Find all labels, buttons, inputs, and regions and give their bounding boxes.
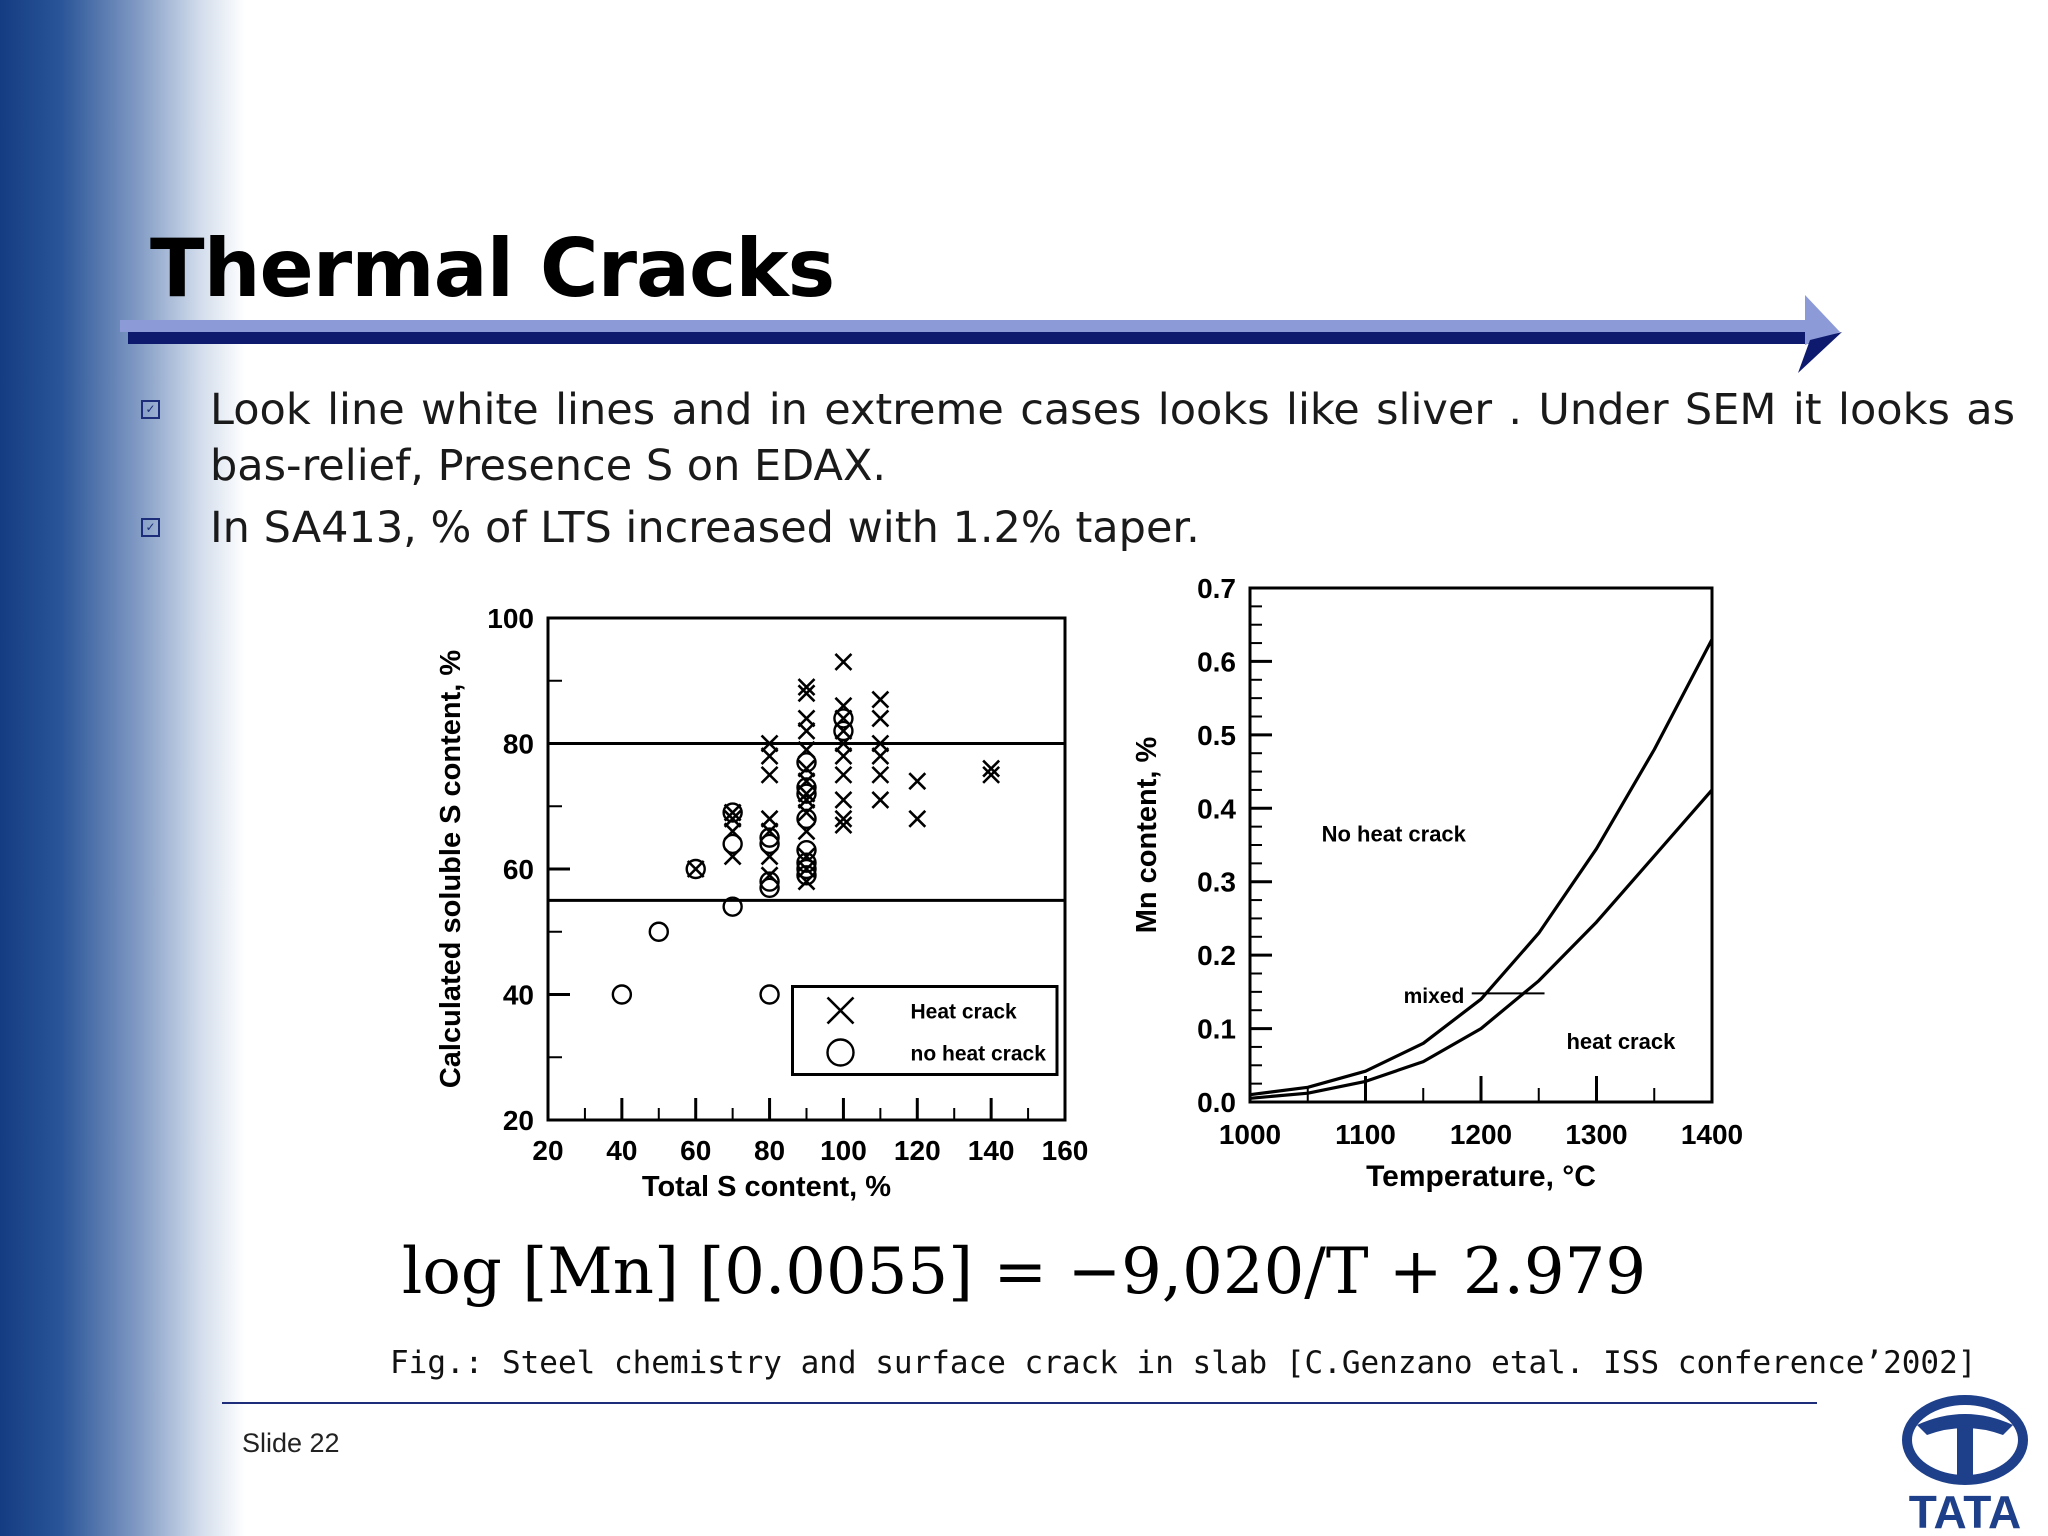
x-tick-label: 140 [967, 1135, 1015, 1166]
heat-crack-point [909, 773, 925, 789]
formula: log [Mn] [0.0055] = −9,020/T + 2.979 [401, 1235, 1647, 1309]
heat-crack-point [872, 792, 888, 808]
region-label-heat-crack: heat crack [1566, 1029, 1676, 1055]
y-tick-label: 0.1 [1197, 1013, 1236, 1045]
y-tick-label: 0.4 [1197, 793, 1236, 825]
checkbox-bullet-icon: ✓ [141, 400, 160, 419]
heat-crack-point [762, 767, 778, 783]
line-chart-mn-temperature [1120, 560, 1780, 1210]
bullet-text: In SA413, % of LTS increased with 1.2% taper. [210, 503, 1200, 553]
title-arrow-bar [120, 295, 1850, 375]
x-tick-label: 1100 [1335, 1119, 1396, 1150]
no-heat-crack-point [613, 986, 631, 1004]
legend-label: Heat crack [910, 1000, 1017, 1024]
y-tick-label: 0.0 [1197, 1087, 1236, 1118]
y-tick-label: 40 [502, 979, 534, 1011]
scatter-chart-soluble-s [420, 590, 1120, 1220]
heat-crack-point [835, 792, 851, 808]
y-tick-label: 20 [502, 1105, 534, 1136]
no-heat-crack-point [761, 986, 779, 1004]
y-tick-label: 0.3 [1197, 866, 1236, 898]
x-tick-label: 1000 [1218, 1119, 1282, 1150]
x-tick-label: 60 [680, 1135, 712, 1166]
legend-label: no heat crack [910, 1042, 1046, 1066]
x-tick-label: 100 [820, 1135, 867, 1166]
no-heat-crack-point [650, 923, 668, 941]
plot-frame [1250, 588, 1712, 1102]
y-tick-label: 80 [502, 728, 534, 760]
y-tick-label: 100 [487, 603, 534, 634]
x-tick-label: 20 [532, 1135, 564, 1166]
heat-crack-point [872, 710, 888, 726]
y-tick-label: 0.7 [1197, 573, 1236, 604]
x-axis-label: Temperature, °C [1366, 1160, 1596, 1193]
bullet-text: Look line white lines and in extreme cases looks like sliver . Under SEM it looks as bas-relief, Presence S on EDAX. [210, 385, 2015, 491]
bullet-item [135, 500, 2015, 556]
checkbox-bullet-icon: ✓ [141, 518, 160, 537]
y-tick-label: 0.2 [1197, 940, 1236, 972]
svg-text:TATA: TATA [1908, 1486, 2022, 1535]
tata-logo [1885, 1395, 2045, 1535]
x-tick-label: 1200 [1449, 1119, 1513, 1150]
y-tick-label: 0.6 [1197, 646, 1236, 678]
x-axis-label: Total S content, % [641, 1171, 892, 1203]
x-tick-label: 160 [1041, 1135, 1089, 1166]
x-tick-label: 120 [893, 1135, 941, 1166]
heat-crack-point [835, 767, 851, 783]
heat-crack-point [799, 710, 815, 726]
slide-number: Slide 22 [242, 1428, 340, 1458]
region-label-mixed: mixed [1403, 984, 1465, 1008]
formula-line [0, 1235, 2048, 1309]
x-tick-label: 80 [753, 1135, 786, 1166]
heat-crack-point [835, 654, 851, 670]
figure-caption: Fig.: Steel chemistry and surface crack in slab [C.Genzano etal. ISS conference’2002] [390, 1345, 1977, 1381]
footer-divider [222, 1402, 1817, 1404]
y-axis-label: Calculated soluble S content, % [435, 649, 467, 1089]
x-tick-label: 40 [606, 1135, 638, 1166]
slide-title: Thermal Cracks [150, 222, 835, 315]
bullet-item [135, 382, 2015, 494]
heat-crack-point [872, 692, 888, 708]
y-axis-label: Mn content, % [1131, 736, 1163, 934]
x-tick-label: 1400 [1680, 1119, 1744, 1150]
y-tick-label: 0.5 [1197, 719, 1236, 751]
no-heat-crack-point [724, 835, 742, 853]
bullet-list [135, 382, 2015, 562]
heat-crack-point [872, 767, 888, 783]
region-label-no-heat-crack: No heat crack [1321, 821, 1466, 847]
heat-crack-point [909, 811, 925, 827]
x-tick-label: 1300 [1565, 1119, 1628, 1150]
y-tick-label: 60 [502, 854, 534, 885]
heat-crack-point [762, 811, 778, 827]
